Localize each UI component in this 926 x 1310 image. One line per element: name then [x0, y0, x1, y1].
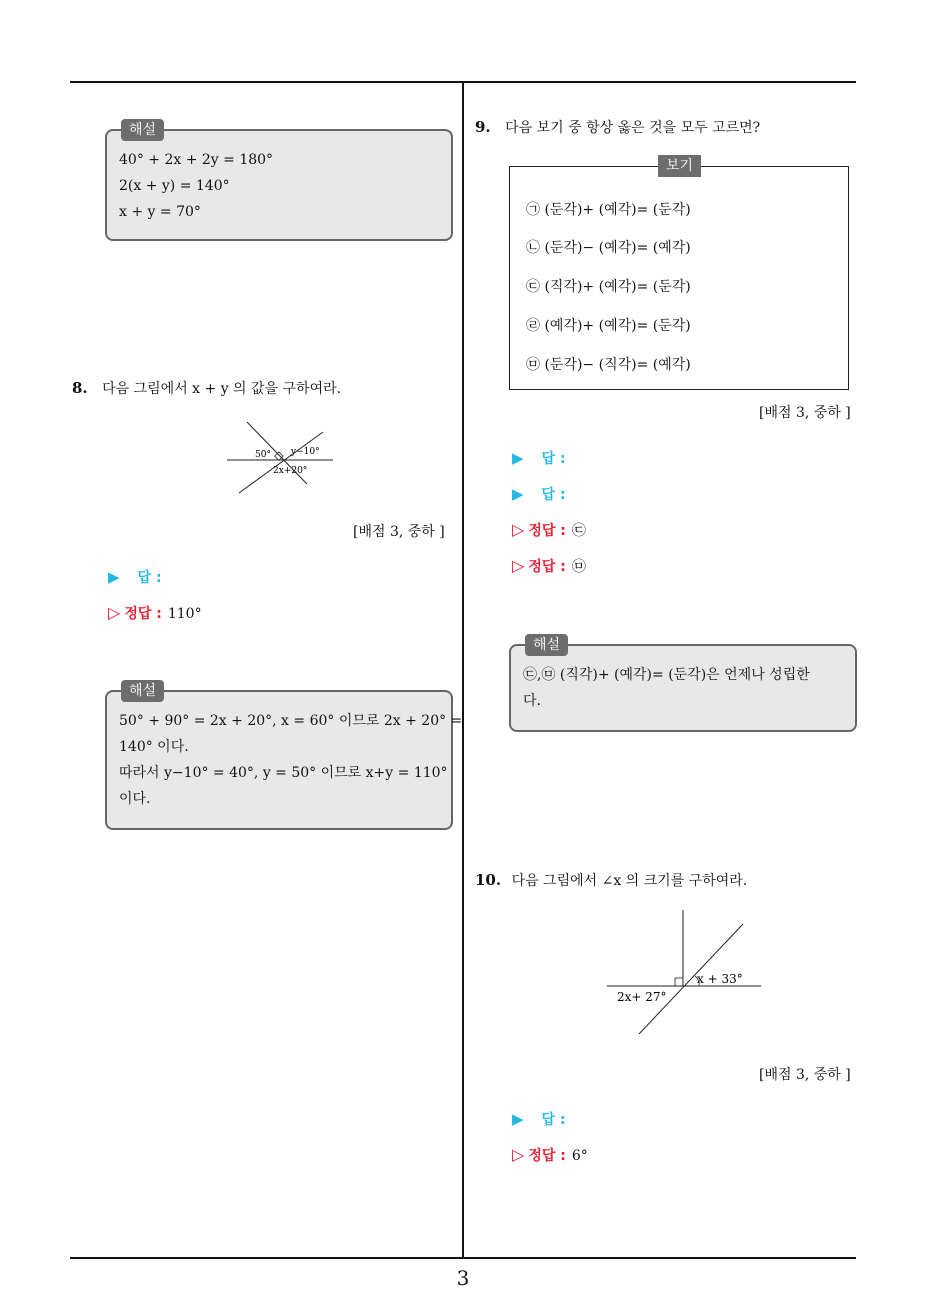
q8-label-50: 50°	[255, 450, 271, 460]
q9-score: [배점 3, 중하 ]	[759, 405, 851, 421]
answer-arrow-icon: ▶	[512, 449, 524, 467]
q7-solution-tag: 해설	[121, 119, 164, 141]
q9-answer-row	[512, 448, 566, 468]
q9-bogi-item: ㉡ (둔각)− (예각)= (예각)	[526, 240, 691, 256]
q8-solution-line: 140° 이다.	[119, 739, 189, 755]
q8-label-2x: 2x+20°	[273, 466, 308, 476]
q8-label-y: y−10°	[291, 447, 320, 457]
q9-bogi-tag: 보기	[658, 155, 701, 177]
q10-right-angle-mark	[675, 978, 683, 986]
q9-correct-label: 정답 :	[528, 523, 566, 539]
q9-answer-label: 답 :	[541, 487, 566, 503]
q9-solution-line: ㉢,㉤ (직각)+ (예각)= (둔각)은 언제나 성립한	[523, 667, 810, 683]
q9-correct-label: 정답 :	[528, 559, 566, 575]
q7-solution-box	[105, 122, 453, 241]
q8-correct-value: 110°	[167, 606, 202, 622]
q7-solution-line: 2(x + y) = 140°	[119, 178, 230, 194]
q9-question	[475, 117, 760, 137]
answer-arrow-icon: ▶	[512, 1110, 524, 1128]
answer-arrow-icon: ▶	[108, 568, 120, 586]
correct-arrow-icon: ▷	[512, 1145, 525, 1164]
q10-label-2x27: 2x+ 27°	[617, 990, 667, 1004]
q9-correct-row	[512, 520, 586, 540]
q8-answer-label: 답 :	[137, 570, 162, 586]
q8-figure	[225, 418, 337, 498]
q7-solution-line: x + y = 70°	[119, 204, 201, 220]
q10-answer-row	[512, 1109, 566, 1129]
page-number: 3	[456, 1266, 470, 1290]
q9-correct-row	[512, 556, 586, 576]
answer-arrow-icon: ▶	[512, 485, 524, 503]
q9-answer-row	[512, 484, 566, 504]
q9-solution-tag: 해설	[525, 634, 568, 656]
q8-solution-line: 50° + 90° = 2x + 20°, x = 60° 이므로 2x + 20° =	[119, 713, 463, 729]
q8-correct-row	[108, 603, 202, 623]
q9-answer-label: 답 :	[541, 451, 566, 467]
q8-answer-row	[108, 567, 162, 587]
q8-solution-tag: 해설	[121, 680, 164, 702]
q8-text: 다음 그림에서 x + y 의 값을 구하여라.	[102, 381, 342, 397]
correct-arrow-icon: ▷	[512, 556, 525, 575]
q8-solution-line: 따라서 y−10° = 40°, y = 50° 이므로 x+y = 110°	[119, 765, 448, 781]
q9-correct-value: ㉤	[571, 559, 586, 575]
column-divider	[462, 83, 464, 1258]
bottom-rule	[70, 1257, 856, 1259]
q8-solution-box	[105, 683, 463, 830]
q10-number: 10.	[475, 871, 502, 889]
correct-arrow-icon: ▷	[108, 603, 121, 622]
q8-solution-line: 이다.	[119, 791, 151, 807]
q8-score: [배점 3, 중하 ]	[353, 524, 445, 540]
correct-arrow-icon: ▷	[512, 520, 525, 539]
q8-correct-label: 정답 :	[124, 606, 162, 622]
q8-number: 8.	[72, 379, 88, 397]
q8-right-angle-mark	[275, 452, 283, 460]
q10-figure	[603, 906, 765, 1038]
q9-text: 다음 보기 중 항상 옳은 것을 모두 고르면?	[505, 120, 761, 136]
q10-correct-label: 정답 :	[528, 1148, 566, 1164]
q9-bogi-item: ㉣ (예각)+ (예각)= (둔각)	[526, 318, 691, 334]
q9-bogi-box	[509, 158, 849, 390]
q9-bogi-item: ㉤ (둔각)− (직각)= (예각)	[526, 357, 691, 373]
q8-diagonal-line-2	[239, 432, 323, 493]
q9-bogi-item: ㉢ (직각)+ (예각)= (둔각)	[526, 279, 691, 295]
q10-correct-row	[512, 1145, 588, 1165]
q10-question	[475, 870, 747, 890]
q9-solution-line: 다.	[523, 693, 541, 709]
q10-answer-label: 답 :	[541, 1112, 566, 1128]
q9-bogi-item: ㉠ (둔각)+ (예각)= (둔각)	[526, 202, 691, 218]
q10-label-x33: x + 33°	[697, 972, 743, 986]
q9-correct-value: ㉢	[571, 523, 586, 539]
q10-correct-value: 6°	[571, 1148, 588, 1164]
q7-solution-line: 40° + 2x + 2y = 180°	[119, 152, 274, 168]
q9-number: 9.	[475, 118, 491, 136]
q9-solution-box	[509, 637, 857, 732]
q8-question	[72, 378, 341, 398]
q10-text: 다음 그림에서 ∠x 의 크기를 구하여라.	[511, 873, 748, 889]
q10-score: [배점 3, 중하 ]	[759, 1067, 851, 1083]
